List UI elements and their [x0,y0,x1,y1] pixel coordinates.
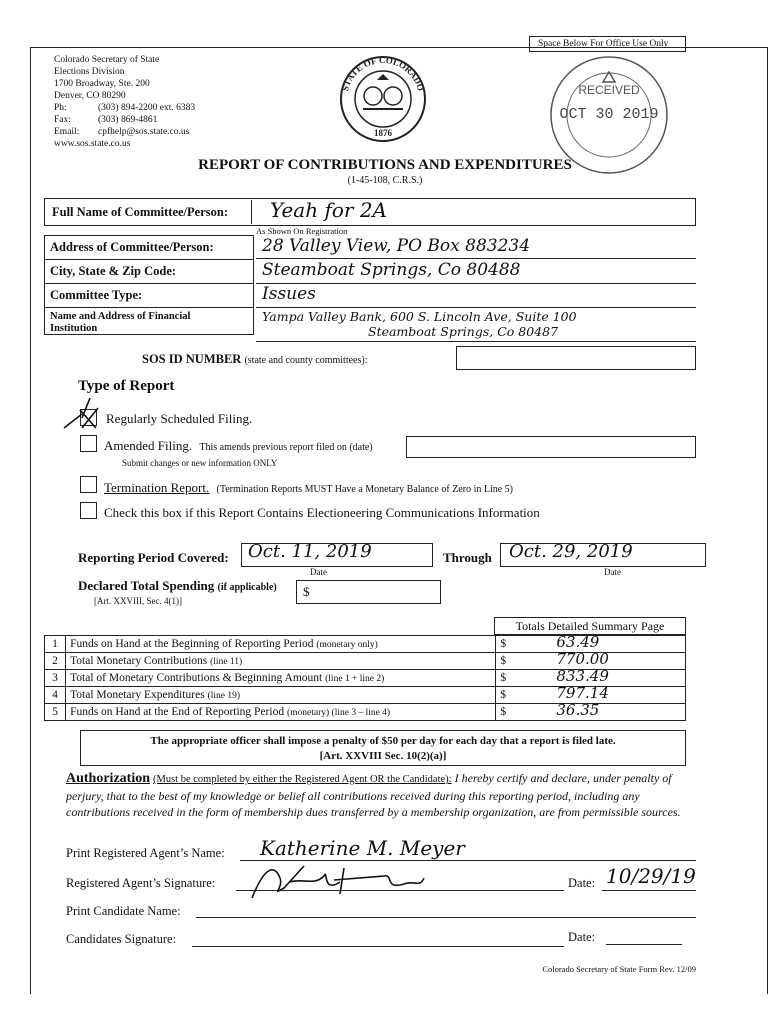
termination-report-checkbox[interactable] [80,476,97,493]
svg-text:OCT 30 2019: OCT 30 2019 [559,106,659,123]
electioneering-checkbox[interactable] [80,502,97,519]
shown-on-registration: As Shown On Registration [256,226,348,236]
agent-name-input[interactable]: Katherine M. Meyer [260,836,465,860]
agent-name-label: Print Registered Agent’s Name: [66,846,225,860]
candidate-date-label: Date: [568,930,596,944]
committee-type-label: Committee Type: [50,288,143,302]
statute-reference: (1-45-108, C.R.S.) [347,175,423,186]
sos-id-label: SOS ID NUMBER (state and county committees): [142,352,368,366]
date-caption-from: Date [310,567,327,577]
summary-row [45,704,686,721]
check-mark-icon [60,394,106,434]
candidate-name-input[interactable] [196,917,696,918]
candidate-date-input[interactable] [606,944,682,945]
declared-art-ref: [Art. XXVIII, Sec. 4(1)] [94,596,182,606]
full-name-label: Full Name of Committee/Person: [46,200,252,224]
city-state-zip-label: City, State & Zip Code: [50,264,177,278]
regular-filing-label: Regularly Scheduled Filing. [106,411,253,426]
agent-date-label: Date: [568,876,596,890]
city-state-zip-input[interactable]: Steamboat Springs, Co 80488 [262,260,521,280]
address-label: Address of Committee/Person: [50,240,214,254]
period-to-input[interactable]: Oct. 29, 2019 [500,543,706,567]
financial-institution-label: Name and Address of Financial Institution [50,311,191,334]
agent-date-input[interactable]: 10/29/19 [606,864,696,888]
summary-row-label: Funds on Hand at the End of Reporting Period (monetary) (line 3 – line 4) [66,704,496,721]
summary-row-value[interactable]: $ 797.14 [496,687,686,704]
page-title: REPORT OF CONTRIBUTIONS AND EXPENDITURES [198,157,572,173]
type-of-report-heading: Type of Report [78,378,175,394]
candidate-name-label: Print Candidate Name: [66,904,181,918]
penalty-notice: The appropriate officer shall impose a penalty of $50 per day for each day that a report is filed late. [Art. XXVIII Sec. 10(2)(a)] [80,730,686,766]
summary-row-num: 5 [45,704,66,721]
declared-spending-input[interactable]: $ [296,580,441,604]
amended-date-input[interactable] [406,436,696,458]
address-input[interactable]: 28 Valley View, PO Box 883234 [262,236,531,256]
summary-row-label: Funds on Hand at the Beginning of Reporting Period (monetary only) [66,636,496,653]
summary-row-label: Total of Monetary Contributions & Beginning Amount (line 1 + line 2) [66,670,496,687]
summary-row-label: Total Monetary Contributions (line 11) [66,653,496,670]
svg-text:RECEIVED: RECEIVED [578,83,640,97]
summary-row-value[interactable]: $ 63.49 [496,636,686,653]
summary-table [44,635,686,721]
agent-signature-label: Registered Agent’s Signature: [66,876,216,890]
state-seal-icon [333,54,433,144]
financial-institution-input[interactable]: Yampa Valley Bank, 600 S. Lincoln Ave, Suite 100 Steamboat Springs, Co 80487 [262,309,577,339]
full-name-input[interactable]: Yeah for 2A [270,198,387,222]
committee-type-input[interactable]: Issues [262,284,316,304]
summary-row-num: 2 [45,653,66,670]
reporting-period-label: Reporting Period Covered: [78,550,229,565]
candidate-signature-input[interactable] [192,946,564,947]
amended-note: Submit changes or new information ONLY [122,458,278,468]
declared-spending-label: Declared Total Spending (if applicable) [78,578,277,593]
summary-row-label: Total Monetary Expenditures (line 19) [66,687,496,704]
summary-row-num: 1 [45,636,66,653]
electioneering-label: Check this box if this Report Contains Electioneering Communications Information [104,505,540,520]
through-label: Through [443,550,492,565]
summary-row-value[interactable]: $ 36.35 [496,704,686,721]
form-footer: Colorado Secretary of State Form Rev. 12/09 [542,964,696,974]
authorization-block: Authorization (Must be completed by either the Registered Agent OR the Candidate): I hereby certify and declare, under penalty of perjury, that to the best of my knowledge or belief all contributions received during this reporting period, including any contributions received in the form of membership dues transferred by a membership organization, are from permissible sources. [66,771,681,819]
candidate-signature-label: Candidates Signature: [66,932,177,946]
summary-row-num: 3 [45,670,66,687]
summary-row-num: 4 [45,687,66,704]
summary-row-value[interactable]: $ 833.49 [496,670,686,687]
svg-text:1876: 1876 [374,128,392,138]
agent-signature-input[interactable] [244,858,444,908]
office-address: Colorado Secretary of State Elections Division 1700 Broadway, Ste. 200 Denver, CO 80290 Ph: (303) 894-2200 ext. 6383 Fax: (303) 869-4861 Email: cpfhelp@sos.state.co.us www.sos.state.co.us [54,55,196,149]
svg-text:STATE OF COLORADO: STATE OF COLORADO [339,54,427,93]
office-use-label: Space Below For Office Use Only [529,36,686,52]
period-from-input[interactable]: Oct. 11, 2019 [241,543,433,567]
amended-filing-label: Amended Filing. This amends previous report filed on (date) [104,438,373,453]
sos-id-input[interactable] [456,346,696,370]
amended-filing-checkbox[interactable] [80,435,97,452]
termination-report-label: Termination Report. (Termination Reports MUST Have a Monetary Balance of Zero in Line 5) [104,480,514,495]
summary-header: Totals Detailed Summary Page [494,617,686,635]
date-caption-to: Date [604,567,621,577]
summary-row-value[interactable]: $ 770.00 [496,653,686,670]
